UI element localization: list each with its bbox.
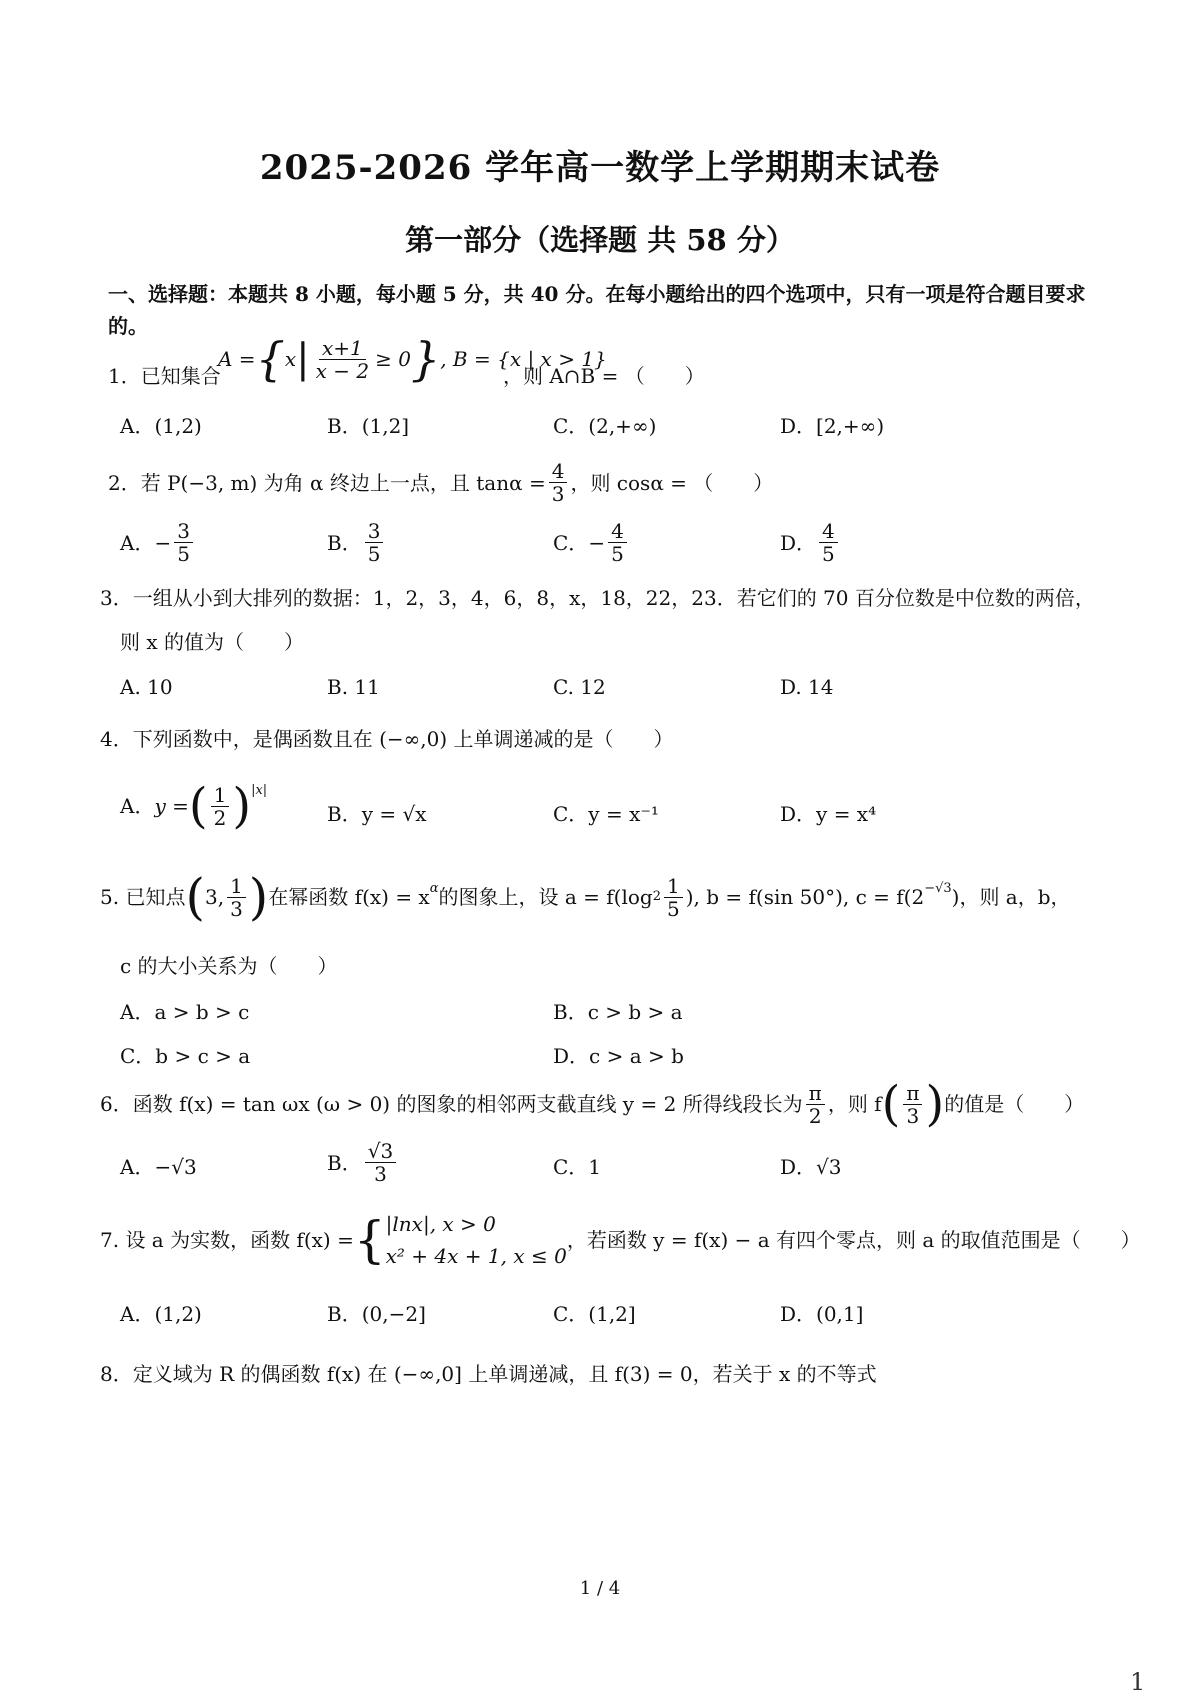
q7-option-c[interactable]: C．(1,2] xyxy=(553,1302,636,1326)
q5-point-fraction xyxy=(227,875,246,920)
q5-point-x: 3, xyxy=(204,885,225,909)
q3-option-d[interactable]: D. 14 xyxy=(780,675,834,699)
q2-option-a-label: A． xyxy=(120,530,155,555)
q3-line-1: 3．一组从小到大排列的数据：1，2，3，4，6，8，x，18，22，23．若它们的 70 百分位数是中位数的两倍， xyxy=(100,586,1095,610)
q5-mid2: 的图象上，设 a = f(log xyxy=(438,885,653,909)
q1-option-a[interactable]: A．(1,2) xyxy=(120,414,202,438)
q7-case-1: |lnx|, x > 0 xyxy=(385,1212,496,1236)
q3-option-a[interactable]: A. 10 xyxy=(120,675,173,699)
q2-tan-den: 3 xyxy=(551,482,565,506)
q2-option-a-num: 3 xyxy=(174,520,193,543)
q6-arg-num: π xyxy=(903,1082,922,1105)
q1-set-a-rbrace: } xyxy=(410,332,441,386)
q2-option-d-den: 5 xyxy=(822,542,835,566)
q5-point-num: 1 xyxy=(227,875,246,898)
q1-set-b: , B = {x | x > 1} xyxy=(440,347,607,371)
page-number: 1 / 4 xyxy=(579,1578,621,1599)
q6-suffix: 的值是（ ） xyxy=(944,1092,1085,1116)
q2-option-b-num: 3 xyxy=(365,520,384,543)
q2-prefix: 2．若 P(−3, m) 为角 α 终边上一点，且 tanα = xyxy=(108,470,546,495)
q4-option-a-exponent: |x| xyxy=(251,783,268,798)
q2-option-d[interactable] xyxy=(780,520,841,565)
q3-option-b[interactable]: B. 11 xyxy=(327,675,380,699)
q1-set-a-bar: | xyxy=(296,336,310,382)
q2-tan-num: 4 xyxy=(549,460,568,483)
q5-prefix: 5. 已知点 xyxy=(100,885,186,909)
q6-length-num: π xyxy=(806,1082,825,1105)
q2-option-a-fraction xyxy=(174,520,193,565)
q7-suffix: ，若函数 y = f(x) − a 有四个零点，则 a 的取值范围是（ ） xyxy=(566,1228,1141,1252)
question-6 xyxy=(100,1076,1085,1132)
q6-length-den: 2 xyxy=(808,1103,822,1128)
q1-set-a-lbrace: { xyxy=(255,332,285,386)
q6-option-b-num: √3 xyxy=(365,1140,396,1163)
q4-option-a-label: A． xyxy=(120,794,155,818)
q6-mid: ，则 f xyxy=(827,1092,882,1116)
q1-option-d[interactable]: D．[2,+∞) xyxy=(780,414,885,438)
q5-option-a[interactable]: A．a > b > c xyxy=(120,1000,250,1024)
q4-option-a-den: 2 xyxy=(213,805,227,830)
q6-arg-fraction xyxy=(903,1082,922,1127)
q2-option-c-fraction xyxy=(608,520,627,565)
q7-prefix: 7. 设 a 为实数，函数 f(x) = xyxy=(100,1228,354,1252)
q4-option-a-lhs: y = xyxy=(154,794,189,818)
question-8: 8．定义域为 R 的偶函数 f(x) 在 (−∞,0] 上单调递减，且 f(3) = 0，若关于 x 的不等式 xyxy=(100,1362,877,1386)
q1-option-b[interactable]: B．(1,2] xyxy=(327,414,410,438)
q5-log-num: 1 xyxy=(664,875,683,898)
q5-option-c[interactable]: C．b > c > a xyxy=(120,1044,251,1068)
q2-option-b-label: B． xyxy=(327,530,362,555)
q2-option-d-label: D． xyxy=(780,530,817,555)
q6-option-a[interactable]: A．−√3 xyxy=(120,1155,197,1179)
question-7 xyxy=(100,1208,1141,1272)
q2-option-d-num: 4 xyxy=(819,520,838,543)
q2-option-a[interactable] xyxy=(120,520,196,565)
q2-option-a-sign: − xyxy=(154,530,172,555)
q1-prefix: 1．已知集合 xyxy=(108,364,221,388)
q5-point-rparen: ) xyxy=(248,868,269,926)
q7-brace: { xyxy=(353,1211,386,1269)
q4-option-a-fraction xyxy=(211,784,230,829)
q6-arg-rparen: ) xyxy=(925,1076,945,1132)
q6-option-b[interactable] xyxy=(327,1140,399,1185)
q2-option-c-den: 5 xyxy=(611,542,624,566)
q6-option-c[interactable]: C．1 xyxy=(553,1155,602,1179)
q2-option-a-den: 5 xyxy=(177,542,190,566)
q2-option-b-fraction xyxy=(365,520,384,565)
q5-option-b[interactable]: B．c > b > a xyxy=(553,1000,683,1024)
q2-option-c-label: C． xyxy=(553,530,589,555)
q5-log-fraction xyxy=(664,875,683,920)
q6-option-b-label: B． xyxy=(327,1150,362,1175)
q4-option-a-rparen: ) xyxy=(232,778,252,834)
q2-suffix: ，则 cosα = （ ） xyxy=(570,470,774,495)
q4-option-a-lparen: ( xyxy=(188,778,208,834)
q6-arg-lparen: ( xyxy=(881,1076,901,1132)
q1-suffix: ，则 A∩B = （ ） xyxy=(503,364,705,388)
q5-exponent: −√3 xyxy=(924,881,952,896)
question-2 xyxy=(108,460,773,505)
part-heading: 第一部分（选择题 共 58 分） xyxy=(405,223,795,257)
q5-end: )，则 a，b， xyxy=(951,885,1071,909)
exam-title: 2025-2026 学年高一数学上学期期末试卷 xyxy=(259,148,941,188)
q6-prefix: 6．函数 f(x) = tan ωx (ω > 0) 的图象的相邻两支截直线 y = 2 所得线段长为 xyxy=(100,1092,803,1116)
q2-option-b-den: 5 xyxy=(367,542,381,566)
q6-option-d[interactable]: D．√3 xyxy=(780,1155,842,1179)
q2-tan-fraction xyxy=(549,460,568,505)
q2-option-c-sign: − xyxy=(588,530,606,555)
q2-option-c[interactable] xyxy=(553,520,630,565)
q6-option-b-den: 3 xyxy=(374,1162,387,1186)
q7-option-a[interactable]: A．(1,2) xyxy=(120,1302,202,1326)
q1-set-a-fraction xyxy=(313,337,372,382)
q5-tail: ), b = f(sin 50°), c = f(2 xyxy=(685,885,925,909)
q5-option-d[interactable]: D．c > a > b xyxy=(553,1044,684,1068)
q5-alpha: α xyxy=(429,881,439,896)
q4-option-a-num: 1 xyxy=(211,784,230,807)
q1-set-a-rel: ≥ 0 xyxy=(375,347,411,371)
q1-option-c[interactable]: C．(2,+∞) xyxy=(553,414,657,438)
question-5 xyxy=(100,868,1071,926)
q5-line-2: c 的大小关系为（ ） xyxy=(120,954,338,978)
q1-set-a-den: x − 2 xyxy=(315,358,370,383)
q6-option-b-fraction xyxy=(365,1140,396,1185)
q4-option-b[interactable]: B．y = √x xyxy=(327,802,427,826)
q5-point-lparen: ( xyxy=(185,868,205,926)
q1-set-a-lhs: A = xyxy=(218,347,256,371)
q7-case-2: x² + 4x + 1, x ≤ 0 xyxy=(385,1244,567,1268)
q5-mid: 在幂函数 f(x) = x xyxy=(268,885,430,909)
q3-option-c[interactable]: C. 12 xyxy=(553,675,606,699)
q4-option-a[interactable] xyxy=(120,778,268,834)
q4-option-c[interactable]: C．y = x⁻¹ xyxy=(553,802,659,826)
corner-number: 1 xyxy=(1130,1668,1146,1696)
q4-option-d[interactable]: D．y = x⁴ xyxy=(780,802,877,826)
q1-set-a: A = { x | $\frac{x+1}{x - 2}$ ≥ 0 } , B = {x | x > 1} xyxy=(218,332,607,386)
q2-option-d-fraction xyxy=(819,520,838,565)
q2-option-b[interactable] xyxy=(327,520,386,565)
q5-log-den: 5 xyxy=(666,896,680,921)
q3-line-2: 则 x 的值为（ ） xyxy=(120,630,304,654)
q7-piecewise xyxy=(386,1208,567,1272)
q5-log-base: 2 xyxy=(652,889,661,904)
section-instructions: 一、选择题：本题共 8 小题，每小题 5 分，共 40 分。在每小题给出的四个选项中，只有一项是符合题目要求的。 xyxy=(108,282,1086,338)
q7-option-d[interactable]: D．(0,1] xyxy=(780,1302,864,1326)
q7-option-b[interactable]: B．(0,−2] xyxy=(327,1302,426,1326)
q5-point-den: 3 xyxy=(230,896,243,921)
q6-arg-den: 3 xyxy=(906,1103,920,1128)
question-4: 4．下列函数中，是偶函数且在 (−∞,0) 上单调递减的是（ ） xyxy=(100,727,674,751)
q1-set-a-num: x+1 xyxy=(319,337,366,360)
q6-length-fraction xyxy=(806,1082,825,1127)
q2-option-c-num: 4 xyxy=(608,520,627,543)
